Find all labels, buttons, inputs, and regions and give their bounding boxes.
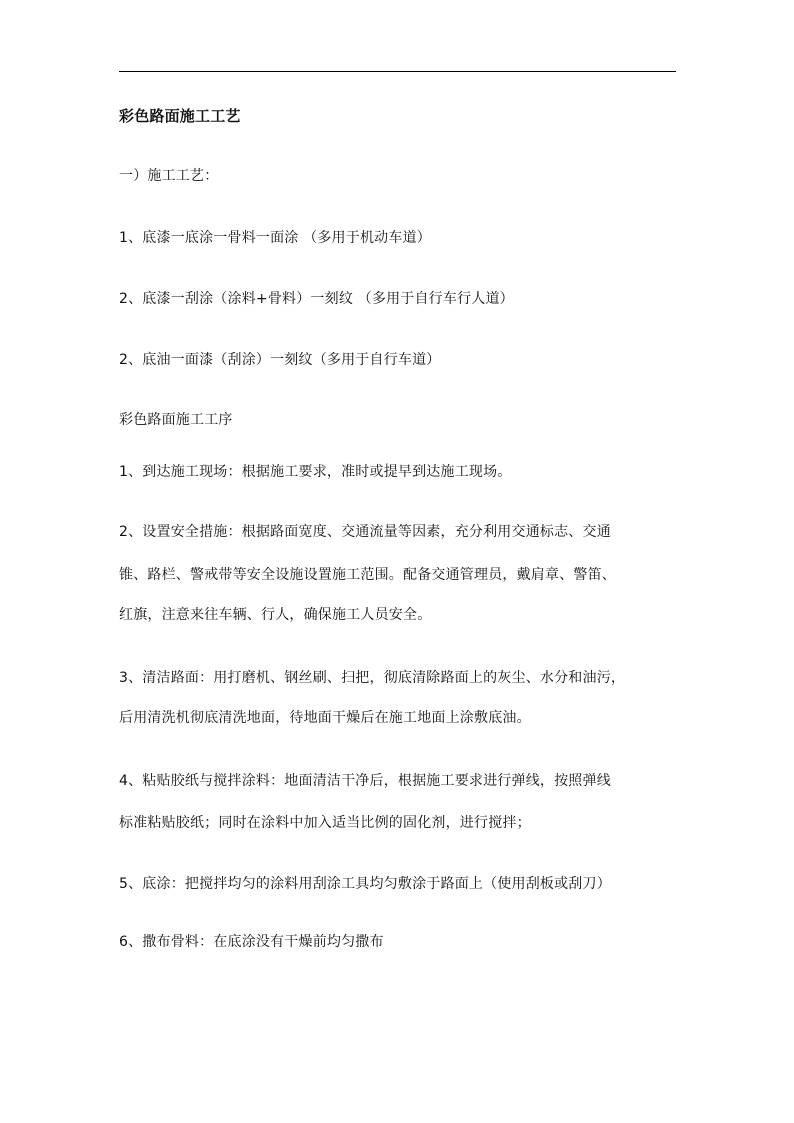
step-2-line-3: 红旗，注意来往车辆、行人，确保施工人员安全。 (119, 607, 432, 623)
step-3-line-2: 后用清洗机彻底清洗地面，待地面干燥后在施工地面上涂敷底油。 (119, 710, 531, 726)
process-item-1: 1、底漆一底涂一骨料一面涂 （多用于机动车道） (119, 230, 431, 246)
step-4-line-1: 4、粘贴胶纸与搅拌涂料：地面清洁干净后，根据施工要求进行弹线，按照弹线 (119, 773, 611, 789)
step-5-line-1: 5、底涂：把搅拌均匀的涂料用刮涂工具均匀敷涂于路面上（使用刮板或刮刀） (119, 876, 611, 892)
process-item-2: 2、底漆一刮涂（涂料+骨料）一刻纹 （多用于自行车行人道） (119, 291, 514, 307)
header-rule (119, 71, 676, 72)
step-2-line-2: 锥、路栏、警戒带等安全设施设置施工范围。配备交通管理员，戴肩章、警笛、 (119, 567, 616, 583)
step-6-line-1: 6、撒布骨料：在底涂没有干燥前均匀撒布 (119, 934, 384, 950)
step-1-line-1: 1、到达施工现场：根据施工要求，准时或提早到达施工现场。 (119, 464, 512, 480)
section-heading-process: 一）施工工艺： (119, 168, 219, 184)
section-heading-steps: 彩色路面施工工序 (119, 412, 233, 428)
document-title: 彩色路面施工工艺 (119, 107, 241, 125)
step-3-line-1: 3、清洁路面：用打磨机、钢丝刷、扫把，彻底清除路面上的灰尘、水分和油污， (119, 670, 626, 686)
process-item-3: 2、底油一面漆（刮涂）一刻纹（多用于自行车道） (119, 352, 441, 368)
step-2-line-1: 2、设置安全措施：根据路面宽度、交通流量等因素，充分利用交通标志、交通 (119, 524, 611, 540)
step-4-line-2: 标准粘贴胶纸；同时在涂料中加入适当比例的固化剂，进行搅拌； (119, 815, 531, 831)
